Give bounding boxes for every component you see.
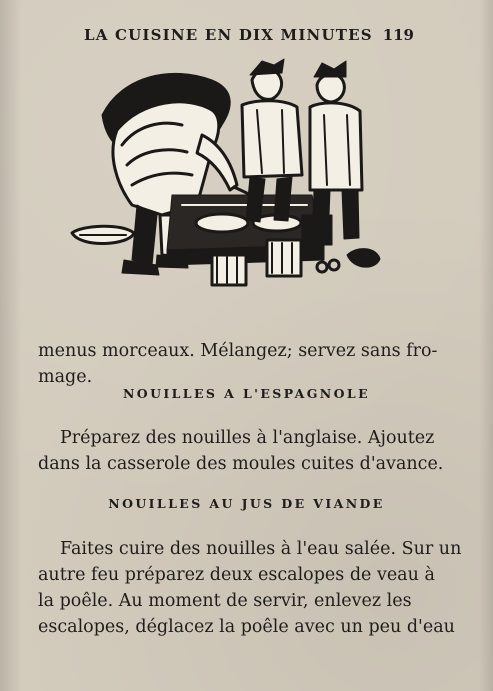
page-shadow-right (479, 0, 493, 691)
text-line: Faites cuire des nouilles à l'eau salée. Sur un (60, 539, 462, 559)
text-line: mage. (38, 367, 93, 387)
continuation-paragraph (38, 338, 438, 390)
text-line: la poêle. Au moment de servir, enlevez les (38, 591, 412, 611)
paragraph-espagnole (38, 425, 444, 477)
kitchen-woodcut-illustration (62, 55, 392, 307)
text-line: autre feu préparez deux escalopes de veau à (38, 565, 435, 585)
page-shadow-left (0, 0, 22, 691)
text-line: dans la casserole des moules cuites d'avance. (38, 454, 444, 474)
section-heading-jus-de-viande: NOUILLES AU JUS DE VIANDE (108, 496, 385, 511)
running-title: LA CUISINE EN DIX MINUTES (84, 26, 373, 44)
text-line: escalopes, déglacez la poêle avec un peu d'eau (38, 617, 455, 637)
text-line: Préparez des nouilles à l'anglaise. Ajoutez (60, 428, 435, 448)
page-number: 119 (382, 26, 414, 44)
running-head (84, 26, 414, 48)
text-line: menus morceaux. Mélangez; servez sans fro- (38, 341, 438, 361)
paragraph-jus-de-viande (38, 536, 462, 640)
section-heading-espagnole: NOUILLES A L'ESPAGNOLE (122, 386, 371, 401)
